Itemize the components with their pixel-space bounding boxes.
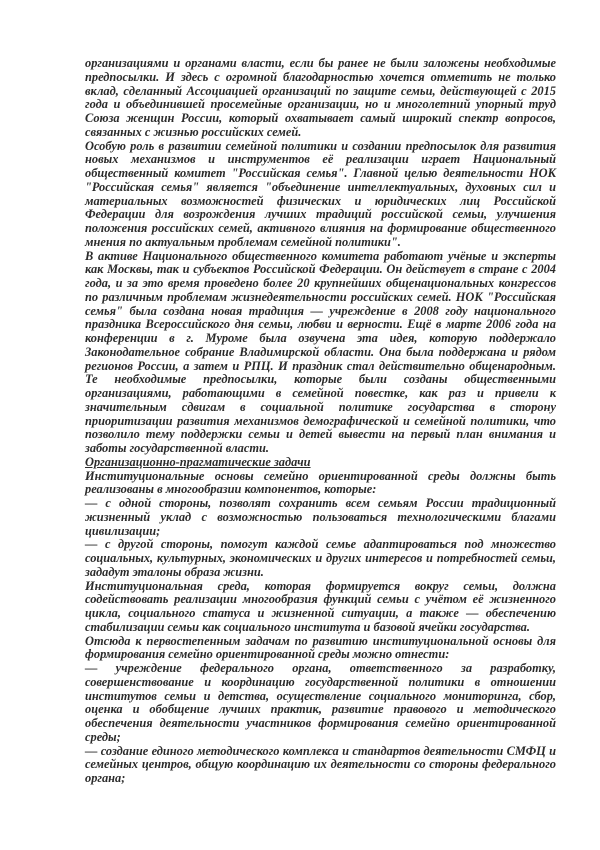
- list-item-one-side: — с одной стороны, позволят сохранить всем семьям России традиционный жизненный уклад с возможностью пользоваться технологическими благами цивилизации;: [85, 496, 556, 538]
- paragraph-institutional-environment: Институциональная среда, которая формируется вокруг семьи, должна содействовать реализации многообразия функций семьи с учётом её жизненного цикла, социального статуса и жизненной ситуации, а также — обеспечению стабилизации семьи как социального института и базовой ячейки государства.: [85, 578, 556, 634]
- list-item-methodical-complex: — создание единого методического комплекса и стандартов деятельности СМФЦ и семейных центров, общую координацию их деятельности со стороны федерального органа;: [85, 743, 556, 785]
- document-page: [85, 57, 556, 786]
- paragraph-associations: организациями и органами власти, если бы ранее не были заложены необходимые предпосылки. И здесь с огромной благодарностью хочется отметить не только вклад, сделанный Ассоциацией организаций по защите семьи, действующей с 2015 года и объединившей просемейные организации, но и многолетний упорный труд Союза женщин России, который охватывает самый широкий спектр вопросов, связанных с жизнью российских семей.: [85, 56, 556, 139]
- paragraph-committee-activity: В активе Национального общественного комитета работают учёные и эксперты как Москвы, так и субъектов Российской Федерации. Он действует в стране с 2004 года, и за это время проведено более 20 крупнейших общенациональных конгрессов по различным проблемам жизнедеятельности российских семей. НОК "Российская семья" была создана новая традиция — учреждение в 2008 году национального праздника Всероссийского дня семьи, любви и верности. Ещё в марте 2006 года на конференции в г. Муроме была озвучена эта идея, которую поддержало Законодательное собрание Владимирской области. Она была поддержана и рядом регионов России, а затем и РПЦ. И праздник стал действительно общенародным. Те необходимые предпосылки, которые были созданы общественными организациями, работающими в семейной повестке, как раз и привели к значительным сдвигам в социальной политике государства в сторону приоритизации развития механизмов демографической и семейной политики, что позволило тему поддержки семьи и детей вывести на первый план внимания и заботы государственной власти.: [85, 248, 556, 455]
- paragraph-institutional-basis: Институциональные основы семейно ориентированной среды должны быть реализованы в многообразии компонентов, которые:: [85, 468, 556, 497]
- section-heading: Организационно-прагматические задачи: [85, 454, 311, 469]
- paragraph-priority-tasks: Отсюда к первостепенным задачам по развитию институциональной основы для формирования семейно ориентированной среды можно отнести:: [85, 633, 556, 662]
- list-item-federal-body: — учреждение федерального органа, ответственного за разработку, совершенствование и координацию государственной политики в отношении институтов семьи и детства, осуществление социального мониторинга, сбор, оценка и обобщение лучших практик, развитие правового и методического обеспечения деятельности участников формирования семейно ориентированной среды;: [85, 661, 556, 744]
- list-item-other-side: — с другой стороны, помогут каждой семье адаптироваться под множество социальных, культурных, экономических и других интересов и потребностей семьи, зададут эталоны образа жизни.: [85, 537, 556, 579]
- paragraph-national-committee: Особую роль в развитии семейной политики и создании предпосылок для развития новых механизмов и инструментов её реализации играет Национальный общественный комитет "Российская семья". Главной целью деятельности НОК "Российская семья" является "объединение интеллектуальных, духовных сил и материальных возможностей физических и юридических лиц Российской Федерации для возрождения лучших традиций российской семьи, улучшения положения российских семей, активного влияния на формирование общественного мнения по актуальным проблемам семейной политики".: [85, 138, 556, 249]
